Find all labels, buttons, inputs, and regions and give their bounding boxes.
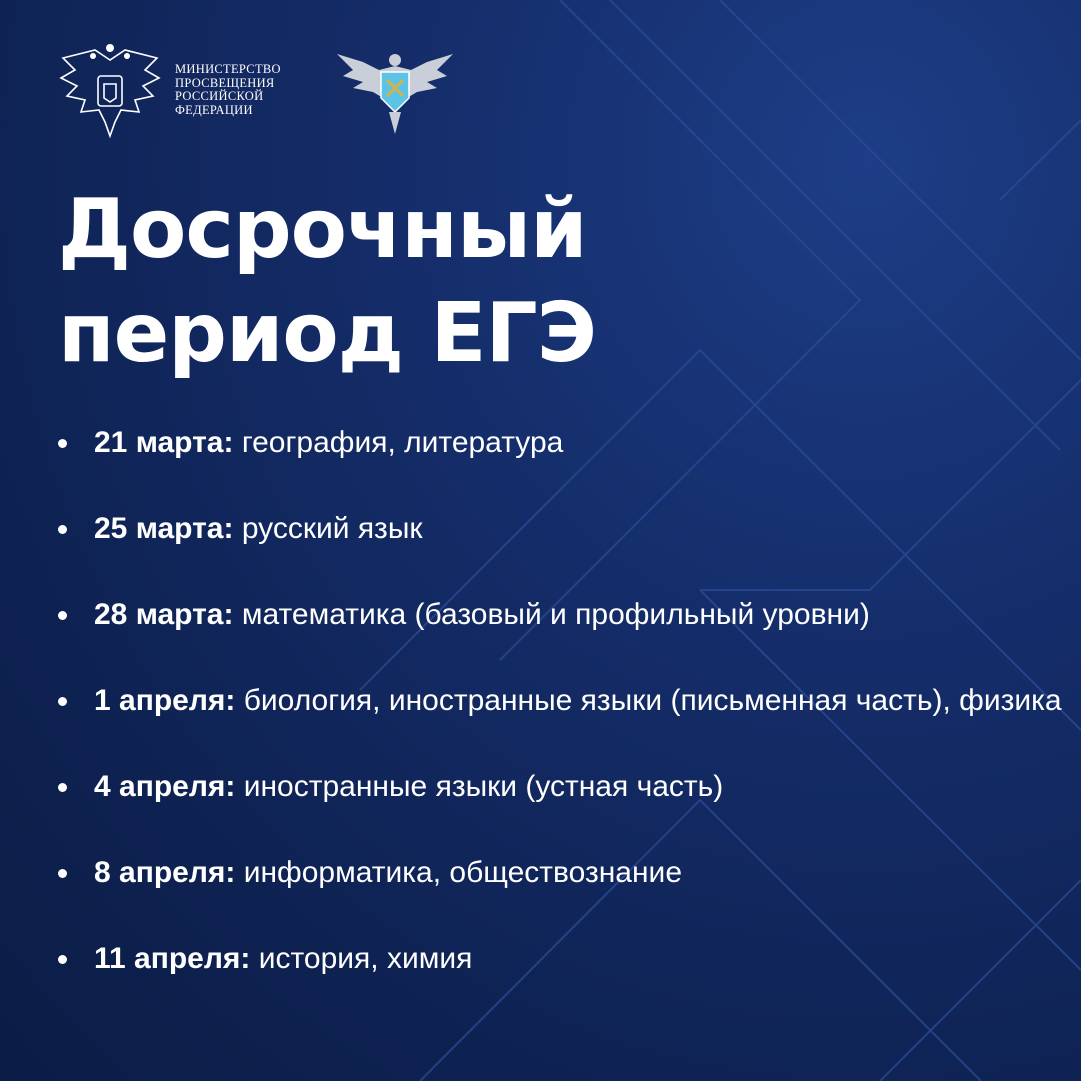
eagle-shield-icon [333,40,457,140]
ministry-line-2: ПРОСВЕЩЕНИЯ [175,75,275,90]
bullet-icon [58,439,67,448]
schedule-subjects: иностранные языки (устная часть) [243,770,724,803]
schedule-subjects: история, химия [258,942,473,975]
schedule-item [58,511,1068,547]
bullet-icon [58,525,67,534]
schedule-date: 4 апреля: [94,770,244,803]
schedule-subjects: биология, иностранные языки (письменная часть), физика [243,684,1062,717]
logo-block [55,40,457,140]
ministry-line-3: РОССИЙСКОЙ [175,89,264,103]
schedule-item [58,597,1068,633]
ministry-line-1: МИНИСТЕРСТВО [175,62,281,76]
bullet-icon [58,611,67,620]
ministry-line-4: ФЕДЕРАЦИИ [175,102,253,117]
schedule-date: 1 апреля: [94,684,244,717]
schedule-subjects: информатика, обществознание [243,856,683,889]
schedule-date: 8 апреля: [94,856,244,889]
schedule-item [58,683,1068,719]
bullet-icon [58,697,67,706]
title-line-2: период ЕГЭ [58,286,596,381]
ministry-name [175,63,315,117]
double-headed-eagle-icon [55,40,165,140]
schedule-subjects: география, литература [241,426,564,459]
schedule-item [58,769,1068,805]
schedule-date: 28 марта: [94,598,242,631]
schedule-item [58,425,1068,461]
page-title [58,178,596,386]
schedule-date: 11 апреля: [94,942,259,975]
schedule-date: 25 марта: [94,512,242,545]
schedule-item [58,941,1068,977]
schedule-subjects: математика (базовый и профильный уровни) [241,598,870,631]
schedule-item [58,855,1068,891]
exam-schedule-list [58,425,1068,1027]
title-line-1: Досрочный [58,182,587,277]
bullet-icon [58,955,67,964]
schedule-date: 21 марта: [94,426,242,459]
schedule-subjects: русский язык [241,512,423,545]
bullet-icon [58,783,67,792]
bullet-icon [58,869,67,878]
